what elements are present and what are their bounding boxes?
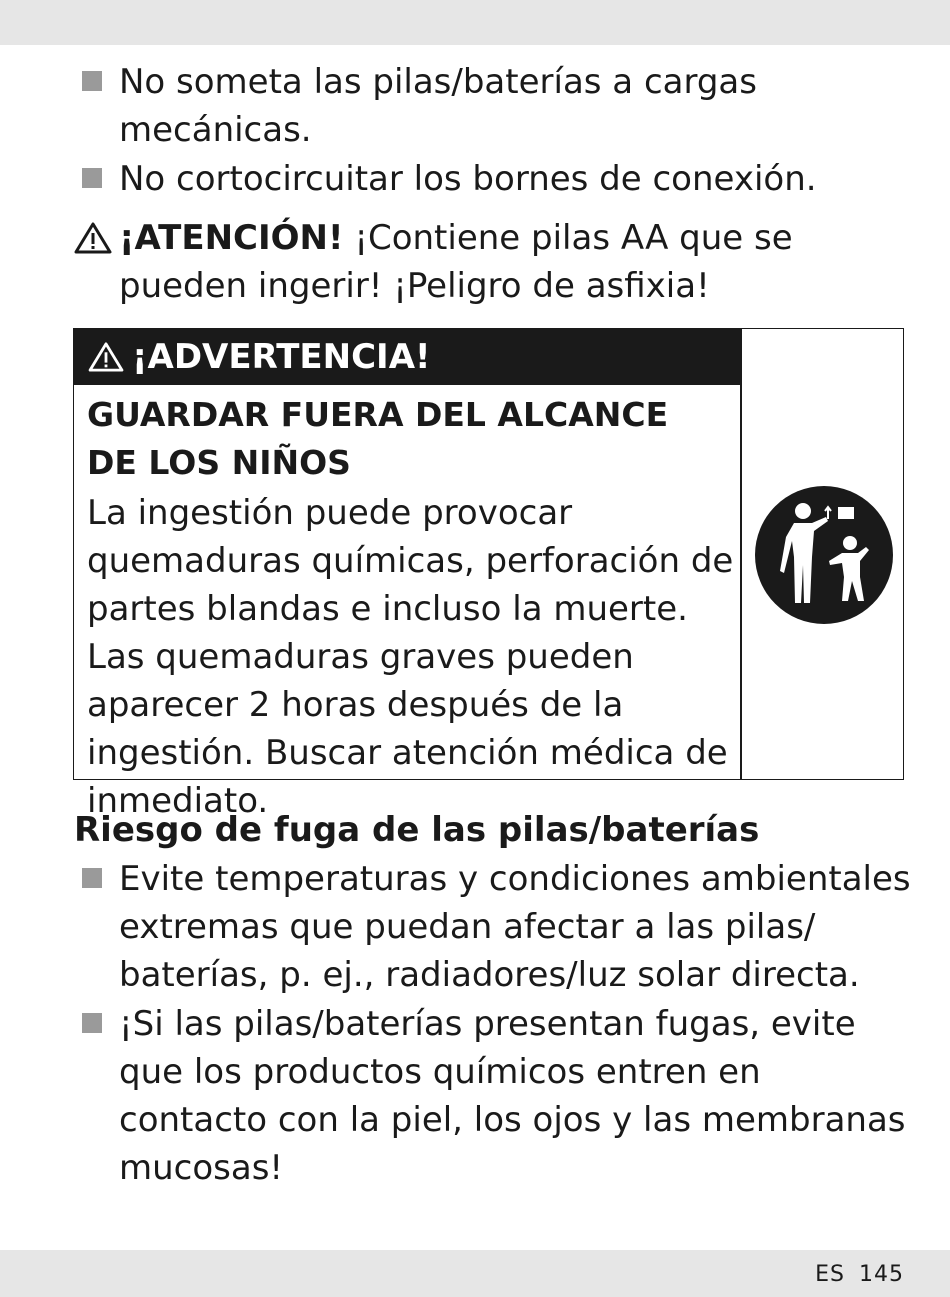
attention-text: ¡Contiene pilas AA que se pueden ingerir! ¡Peligro de asfixia! bbox=[119, 218, 793, 306]
warning-subhead: GUARDAR FUERA DEL ALCANCE DE LOS NIÑOS bbox=[87, 395, 669, 482]
top-band bbox=[0, 0, 950, 45]
section-title: Riesgo de fuga de las pilas/baterías bbox=[74, 810, 760, 850]
warning-box bbox=[73, 328, 904, 821]
square-bullet-icon bbox=[82, 71, 102, 91]
bottom-band bbox=[0, 1250, 950, 1297]
square-bullet-icon bbox=[82, 168, 102, 188]
square-bullet-icon bbox=[82, 868, 102, 888]
warning-header-text: ¡ADVERTENCIA! bbox=[132, 337, 431, 377]
list-item bbox=[82, 855, 912, 999]
language-code: ES bbox=[815, 1262, 845, 1287]
list-item bbox=[82, 155, 912, 203]
box-divider bbox=[740, 329, 742, 779]
attention-label: ¡ATENCIÓN! bbox=[119, 218, 344, 258]
attention-note bbox=[74, 214, 914, 310]
warning-triangle-icon bbox=[88, 342, 124, 372]
list-item bbox=[82, 1000, 912, 1192]
page-number bbox=[815, 1262, 904, 1287]
list-item-text: Evite temperaturas y condiciones ambientales extremas que puedan afectar a las pilas/ baterías, p. ej., radiadores/luz solar directa. bbox=[119, 859, 911, 995]
square-bullet-icon bbox=[82, 1013, 102, 1033]
list-item-text: No someta las pilas/baterías a cargas mecánicas. bbox=[119, 62, 757, 150]
warning-body: La ingestión puede provocar quemaduras químicas, perforación de partes blandas e incluso la muerte. Las quemaduras graves pueden aparecer 2 horas después de la ingestión. Buscar atención médica de inmediato. bbox=[87, 493, 734, 821]
list-item bbox=[82, 58, 912, 154]
list-item-text: ¡Si las pilas/baterías presentan fugas, evite que los productos químicos entren en contacto con la piel, los ojos y las membranas mucosas! bbox=[119, 1004, 906, 1188]
keep-away-from-children-icon bbox=[754, 485, 894, 625]
page-number-value: 145 bbox=[859, 1262, 904, 1287]
list-item-text: No cortocircuitar los bornes de conexión. bbox=[119, 159, 817, 199]
warning-triangle-icon bbox=[74, 222, 112, 254]
warning-header bbox=[74, 329, 740, 385]
